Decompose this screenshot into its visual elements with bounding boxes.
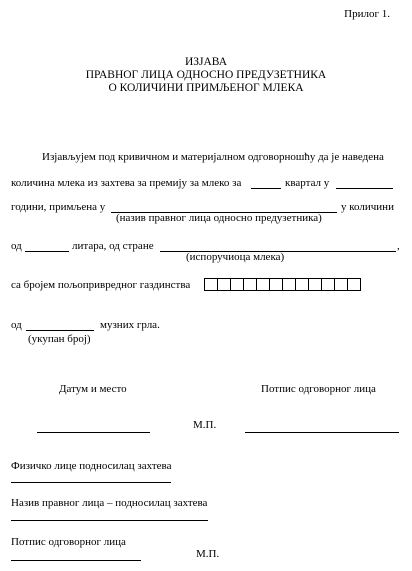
- farm-number-cells[interactable]: [204, 278, 361, 291]
- responsible-signature-label: Потпис одговорног лица: [261, 383, 376, 395]
- farm-number-cell[interactable]: [244, 278, 257, 291]
- farm-number-cell[interactable]: [283, 278, 296, 291]
- farm-number-cell[interactable]: [270, 278, 283, 291]
- from-text: од: [11, 240, 22, 252]
- farm-number-cell[interactable]: [296, 278, 309, 291]
- legal-entity-note: (назив правног лица односно предузетника): [116, 212, 322, 224]
- cows-text: музних грла.: [100, 319, 160, 331]
- farm-number-cell[interactable]: [257, 278, 270, 291]
- legal-entity-applicant-label: Назив правног лица – подносилац захтева: [11, 497, 208, 509]
- farm-number-cell[interactable]: [218, 278, 231, 291]
- comma-text: ,: [397, 240, 400, 252]
- footer-stamp-label: М.П.: [196, 548, 220, 560]
- farm-number-cell[interactable]: [231, 278, 244, 291]
- footer-signature-label: Потпис одговорног лица: [11, 536, 126, 548]
- farm-number-cell[interactable]: [348, 278, 361, 291]
- individual-applicant-field[interactable]: [11, 482, 171, 483]
- attachment-label: Прилог 1.: [344, 8, 390, 20]
- quarter-text: квартал у: [285, 177, 330, 189]
- farm-number-cell[interactable]: [309, 278, 322, 291]
- declaration-text: Изјављујем под кривичном и материјалном одговорношћу да је наведена: [42, 151, 384, 163]
- document-title-line2: ПРАВНОГ ЛИЦА ОДНОСНО ПРЕДУЗЕТНИКА: [85, 69, 327, 81]
- quantity-text: количина млека из захтева за премију за млеко за: [11, 177, 242, 189]
- amount-text: у количини: [341, 201, 394, 213]
- farm-number-cell[interactable]: [322, 278, 335, 291]
- document-title-line1: ИЗЈАВА: [184, 56, 228, 68]
- farm-number-cell[interactable]: [335, 278, 348, 291]
- cows-count-field[interactable]: [26, 330, 94, 331]
- individual-applicant-label: Физичко лице подносилац захтева: [11, 460, 172, 472]
- received-text: години, примљена у: [11, 201, 106, 213]
- document-title-line3: О КОЛИЧИНИ ПРИМЉЕНОГ МЛЕКА: [108, 82, 304, 94]
- cows-from-text: од: [11, 319, 22, 331]
- supplier-note: (испоручиоца млека): [186, 251, 285, 263]
- responsible-signature-field[interactable]: [245, 432, 399, 433]
- quarter-field[interactable]: [251, 188, 281, 189]
- legal-entity-applicant-field[interactable]: [11, 520, 208, 521]
- total-note: (укупан број): [28, 333, 91, 345]
- farm-number-label: са бројем пољопривредног газдинства: [11, 279, 191, 291]
- year-field[interactable]: [336, 188, 393, 189]
- liters-text: литара, од стране: [72, 240, 154, 252]
- liters-field[interactable]: [25, 251, 69, 252]
- date-place-field[interactable]: [37, 432, 150, 433]
- farm-number-cell[interactable]: [205, 278, 218, 291]
- footer-signature-field[interactable]: [11, 560, 141, 561]
- date-place-label: Датум и место: [59, 383, 127, 395]
- stamp-label: М.П.: [193, 419, 217, 431]
